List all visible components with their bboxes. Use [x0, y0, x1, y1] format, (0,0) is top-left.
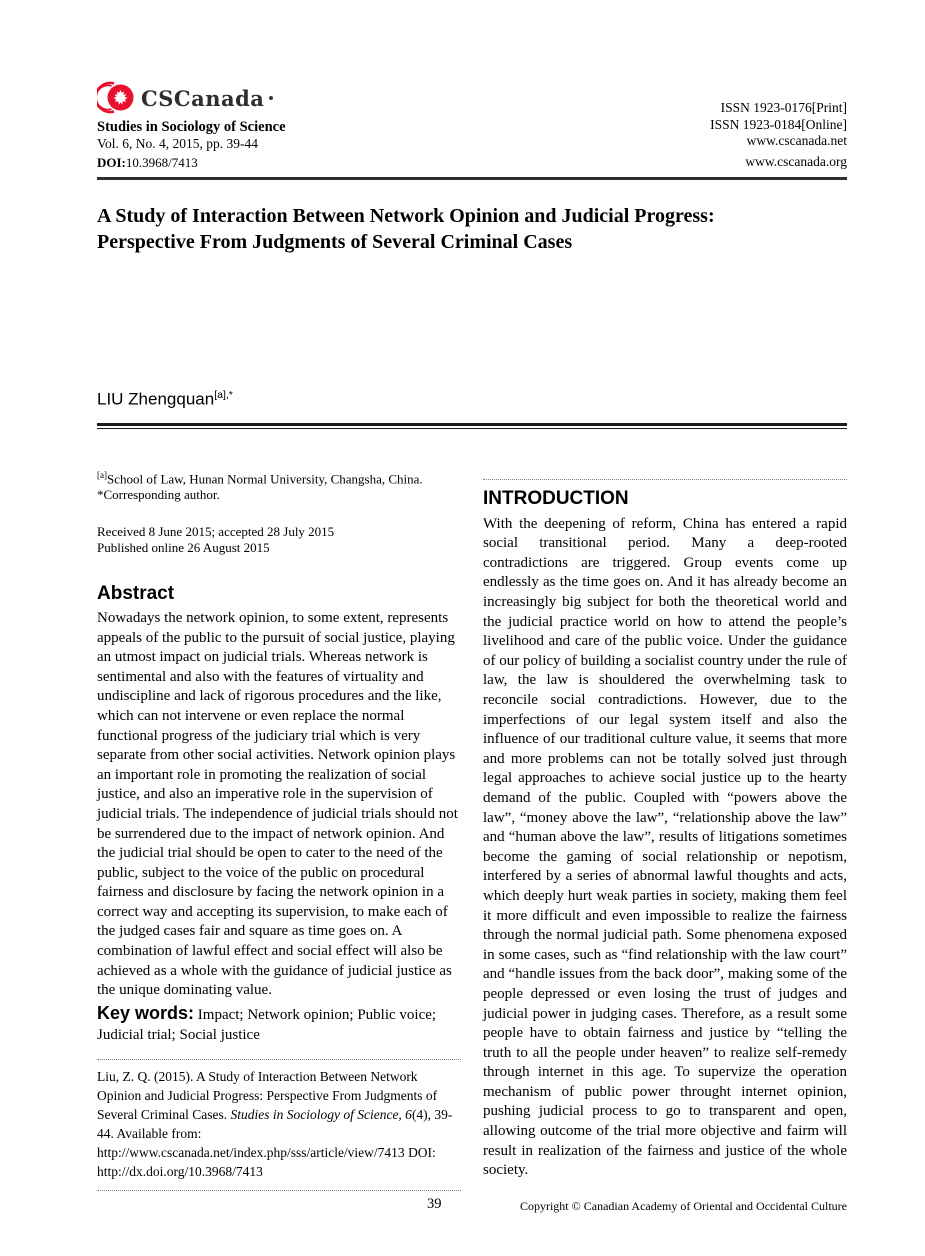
page-content: [97, 0, 847, 1191]
keywords-text: Impact; Network opinion; Public voice; Judicial trial; Social justice: [97, 1006, 437, 1043]
citation-text-3: DOI:: [404, 1144, 436, 1160]
doi-label: DOI:: [97, 155, 126, 170]
published-date: Published online 26 August 2015: [97, 540, 270, 556]
received-date: Received 8 June 2015; accepted 28 July 2015: [97, 523, 335, 539]
website-org-link[interactable]: www.cscanada.org: [745, 153, 847, 169]
author-divider: [97, 423, 847, 429]
citation-doi-url-link[interactable]: http://dx.doi.org/10.3968/7413: [97, 1163, 263, 1179]
doi-line: [97, 154, 286, 171]
journal-header-right: [710, 100, 847, 171]
keywords-label: Key words:: [97, 1002, 195, 1023]
citation-text-1: Liu, Z. Q. (2015). A Study of Interaction Between Network Opinion and Judicial Progress: Perspective From Judgments of Several Criminal Cases.: [97, 1068, 438, 1122]
author-name-text: LIU Zhengquan: [97, 389, 215, 409]
maple-leaf-logo-icon: [97, 80, 137, 116]
abstract-text: Nowadays the network opinion, to some extent, represents appeals of the public to the pursuit of social justice, playing an utmost impact on judicial trials. Whereas network is sentimental and also with the features of virtuality and undiscipline and lack of rigorous procedures and the like, which can not intervene or even replace the normal functional progress of the judiciary trial which is very separate from other social activities. Network opinion plays an important role in promoting the realization of social justice, and also an imperative role in the supervision of judicial trials. The independence of judicial trials should not be surrendered due to the impact of network opinion. And the judicial trial should be open to cater to the need of the public, subject to the voice of the public on procedural fairness and disclosure by facing the network opinion in a correct way and accepting its supervision, to make each of the judged cases fair and square as time goes on. A combination of lawful effect and social effect will also be achieved as a whole with the guidance of judicial justice as the unique dominating value.: [97, 609, 458, 999]
page-number: 39: [427, 1196, 442, 1212]
author-affiliation-marker: [a],*: [214, 389, 233, 401]
author-name: [97, 389, 847, 410]
introduction-divider: [483, 479, 847, 480]
citation-block: [97, 1059, 461, 1191]
issn-print: ISSN 1923-0176[Print]: [720, 100, 847, 115]
affiliation-marker: [a]: [97, 469, 107, 480]
left-column: [97, 467, 461, 1191]
issn-online: ISSN 1923-0184[Online]: [710, 116, 847, 132]
cscanada-wordmark: CSCanada: [141, 85, 265, 111]
affiliation-line: [97, 467, 461, 488]
affiliation-text: School of Law, Hunan Normal University, Changsha, China.: [107, 470, 423, 486]
citation-text-2: (4), 39-44. Available from:: [97, 1106, 453, 1141]
right-column: [483, 467, 847, 1191]
article-body: [97, 467, 847, 1191]
affiliation-block: [97, 467, 461, 504]
website-net-link[interactable]: www.cscanada.net: [746, 133, 847, 148]
paper-title: A Study of Interaction Between Network Opinion and Judicial Progress: Perspective From Judgments of Several Criminal Cases: [97, 205, 715, 253]
keywords-line: [97, 1003, 461, 1045]
citation-article-url-link[interactable]: http://www.cscanada.net/index.php/sss/article/view/7413: [97, 1144, 405, 1160]
journal-header-left: [97, 80, 286, 171]
journal-header: [97, 80, 847, 171]
volume-issue-line: Vol. 6, No. 4, 2015, pp. 39-44: [97, 136, 259, 151]
corresponding-author-note: *Corresponding author.: [97, 487, 220, 503]
cscanada-logo: [97, 80, 286, 116]
introduction-text: With the deepening of reform, China has entered a rapid social transitional period. Many a deep-rooted contradictions are triggered. Group events come up endlessly as the time goes on. And it has already become an increasingly big subject for both the theoretical world and the judicial practice world on how to attend the people’s livelihood and care of the public voice. Under the guidance of our policy of building a socialist country under the rule of law, the law is shouldered the overwhelming task to reconcile social contradictions. However, due to the imperfections of our legal system itself and also the influence of our traditional culture value, it seems that more and more problems can not be totally solved just through legal approaches to achieve social justice up to the hearty demand of the public. Coupled with “powers above the law”, “money above the law”, “relationship above the law” and “human above the law”, results of litigations sometimes become the gaming of social relationship or nepotism, interfered by a series of abnormal lawful thoughts and acts, which deeply hurt weak parties in society, making them feel it more difficult and even impossible to realize the fairness through the normal judicial path. Some phenomena exposed in some cases, such as “find relationship with the law court” and “handle issues from the back door”, making some of the people depressed or even losing the trust of judges and judicial power in judging cases. Therefore, as a result some people have to obtain fairness and justice by “telling the truth to all the people under heaven” to realize self-remedy through internet in this age. To supervize the operation mechanism of public power throught internet opinion, pushing judicial process to go to transparent and open, allowing outcome of the trial more objective and fairm will result in realization of the fairness and justice of the whole society.: [483, 515, 847, 1179]
header-divider: [97, 177, 847, 180]
journal-name: Studies in Sociology of Science: [97, 119, 286, 135]
doi-value: 10.3968/7413: [125, 155, 198, 170]
copyright-notice: Copyright © Canadian Academy of Oriental and Occidental Culture: [519, 1199, 847, 1213]
article-dates: [97, 524, 461, 557]
page-footer: [97, 1196, 847, 1216]
citation-journal-italic: Studies in Sociology of Science, 6: [230, 1106, 412, 1122]
abstract-heading: Abstract: [97, 582, 175, 604]
wordmark-dot: [269, 96, 273, 100]
introduction-heading: INTRODUCTION: [483, 487, 629, 509]
